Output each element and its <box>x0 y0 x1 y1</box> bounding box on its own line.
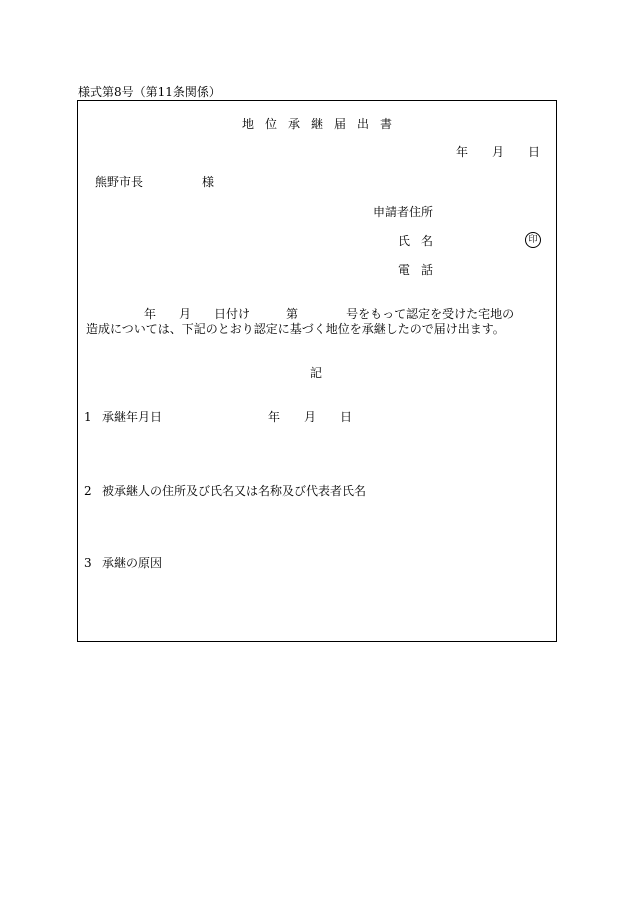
item-1-year: 年 <box>268 410 281 424</box>
item-1-number: 1 <box>84 410 92 424</box>
item-2-number: 2 <box>84 484 92 498</box>
item-3-label: 承継の原因 <box>102 556 163 570</box>
body-line-1-rest: 号をもって認定を受けた宅地の <box>346 307 515 321</box>
applicant-phone-label-2: 話 <box>421 263 434 277</box>
body-number-prefix: 第 <box>286 307 299 321</box>
ki-heading: 記 <box>310 366 323 380</box>
item-1-label: 承継年月日 <box>102 410 163 424</box>
item-1-day: 日 <box>340 410 353 424</box>
applicant-address-label: 申請者住所 <box>373 205 434 219</box>
item-1-month: 月 <box>304 410 317 424</box>
date-month-label: 月 <box>492 145 505 159</box>
body-line-2: 造成については、下記のとおり認定に基づく地位を承継したので届け出ます。 <box>86 322 505 336</box>
form-title: 地位承継届出書 <box>242 117 404 131</box>
item-2-label: 被承継人の住所及び氏名又は名称及び代表者氏名 <box>102 484 367 498</box>
body-paragraph <box>86 307 552 337</box>
addressee-honorific: 様 <box>202 175 215 189</box>
body-line-1 <box>86 307 552 322</box>
body-date-suffix: 日付け <box>214 307 251 321</box>
item-3-number: 3 <box>84 556 92 570</box>
form-frame <box>77 100 557 642</box>
form-number: 様式第8号（第11条関係） <box>78 85 221 99</box>
date-day-label: 日 <box>528 145 541 159</box>
applicant-phone-label-1: 電 <box>398 263 411 277</box>
date-year-label: 年 <box>456 145 469 159</box>
addressee-name: 熊野市長 <box>95 175 144 189</box>
applicant-name-label-1: 氏 <box>398 234 411 248</box>
body-year: 年 <box>144 307 157 321</box>
seal-mark: 印 <box>525 232 541 248</box>
body-month: 月 <box>179 307 192 321</box>
applicant-name-label-2: 名 <box>421 234 434 248</box>
